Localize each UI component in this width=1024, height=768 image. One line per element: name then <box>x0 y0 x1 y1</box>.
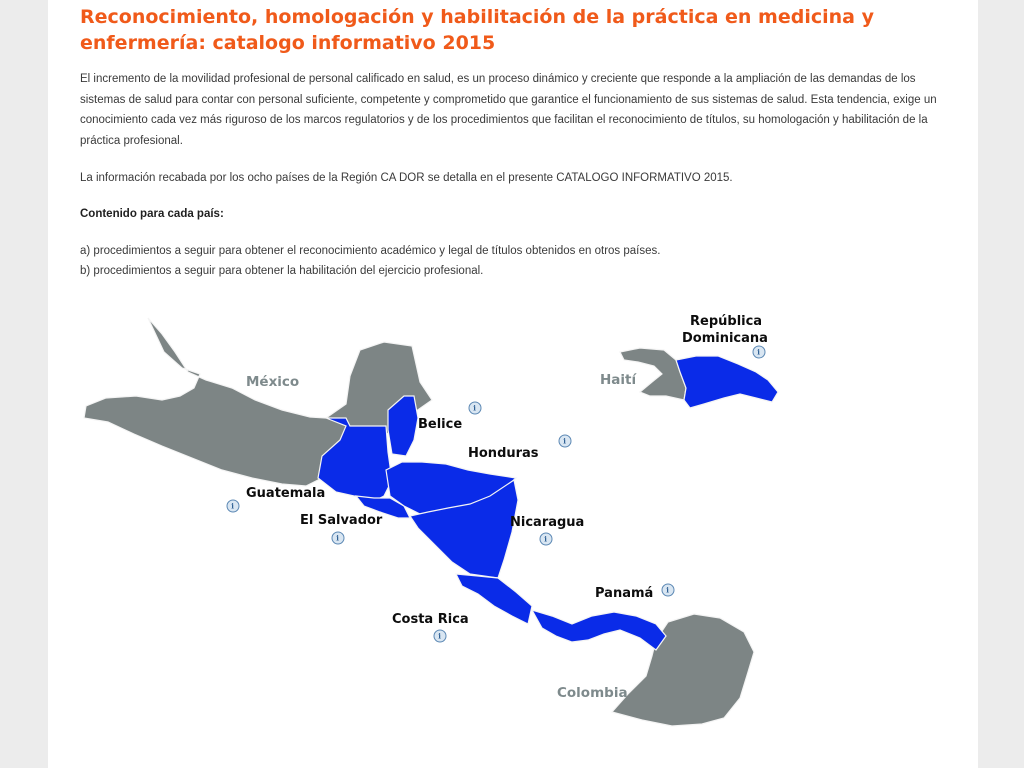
republica-dominicana-land <box>676 356 778 408</box>
info-glyph: i <box>438 631 441 641</box>
nicaragua-label[interactable]: Nicaragua <box>510 515 585 530</box>
mexico-label: México <box>246 374 300 390</box>
info-icon-costa-rica[interactable] <box>434 630 446 642</box>
info-icon-panama[interactable] <box>662 584 674 596</box>
info-glyph: i <box>757 347 760 357</box>
region-map <box>48 300 978 768</box>
info-glyph: i <box>544 534 547 544</box>
guatemala-label[interactable]: Guatemala <box>246 486 326 501</box>
info-glyph: i <box>666 585 669 595</box>
republica-dominicana-label-line1[interactable]: República <box>690 314 763 329</box>
info-glyph: i <box>336 533 339 543</box>
info-glyph: i <box>231 501 234 511</box>
info-icon-honduras[interactable] <box>559 435 571 447</box>
info-icon-belice[interactable] <box>469 402 481 414</box>
panama-land <box>532 610 666 650</box>
contents-heading: Contenido para cada país: <box>80 208 224 220</box>
colombia-label: Colombia <box>557 685 628 701</box>
honduras-label[interactable]: Honduras <box>468 446 539 461</box>
page-title: Reconocimiento, homologación y habilitación de la práctica en medicina y enfermería: catalogo informativo 2015 <box>80 6 874 54</box>
content-page <box>48 0 978 768</box>
haiti-label: Haití <box>600 372 637 388</box>
republica-dominicana-label-line2[interactable]: Dominicana <box>682 331 768 346</box>
panama-label[interactable]: Panamá <box>595 586 654 601</box>
info-icon-republica-dominicana[interactable] <box>753 346 765 358</box>
intro-paragraph: El incremento de la movilidad profesional de personal calificado en salud, es un proceso dinámico y creciente que responde a la ampliación de las demandas de los sistemas de salud para contar con personal suficiente, competente y comprometido que garantice el funcionamiento de sus sistemas de salud. Esta tendencia, exige un conocimiento cada vez más riguroso de los marcos regulatorios y de los procedimientos que facilitan el reconocimiento de títulos, su homologación y habilitación de la práctica profesional. <box>80 73 937 147</box>
info-icon-guatemala[interactable] <box>227 500 239 512</box>
contents-item-b: b) procedimientos a seguir para obtener la habilitación del ejercicio profesional. <box>80 265 484 277</box>
info-icon-nicaragua[interactable] <box>540 533 552 545</box>
contents-item-a: a) procedimientos a seguir para obtener el reconocimiento académico y legal de títulos obtenidos en otros países. <box>80 245 661 257</box>
info-icon-el-salvador[interactable] <box>332 532 344 544</box>
el-salvador-label[interactable]: El Salvador <box>300 513 383 528</box>
info-glyph: i <box>563 436 566 446</box>
catalog-paragraph: La información recabada por los ocho países de la Región CA DOR se detalla en el presente CATALOGO INFORMATIVO 2015. <box>80 172 733 184</box>
costa-rica-label[interactable]: Costa Rica <box>392 612 469 627</box>
belice-label[interactable]: Belice <box>418 417 463 432</box>
info-glyph: i <box>473 403 476 413</box>
